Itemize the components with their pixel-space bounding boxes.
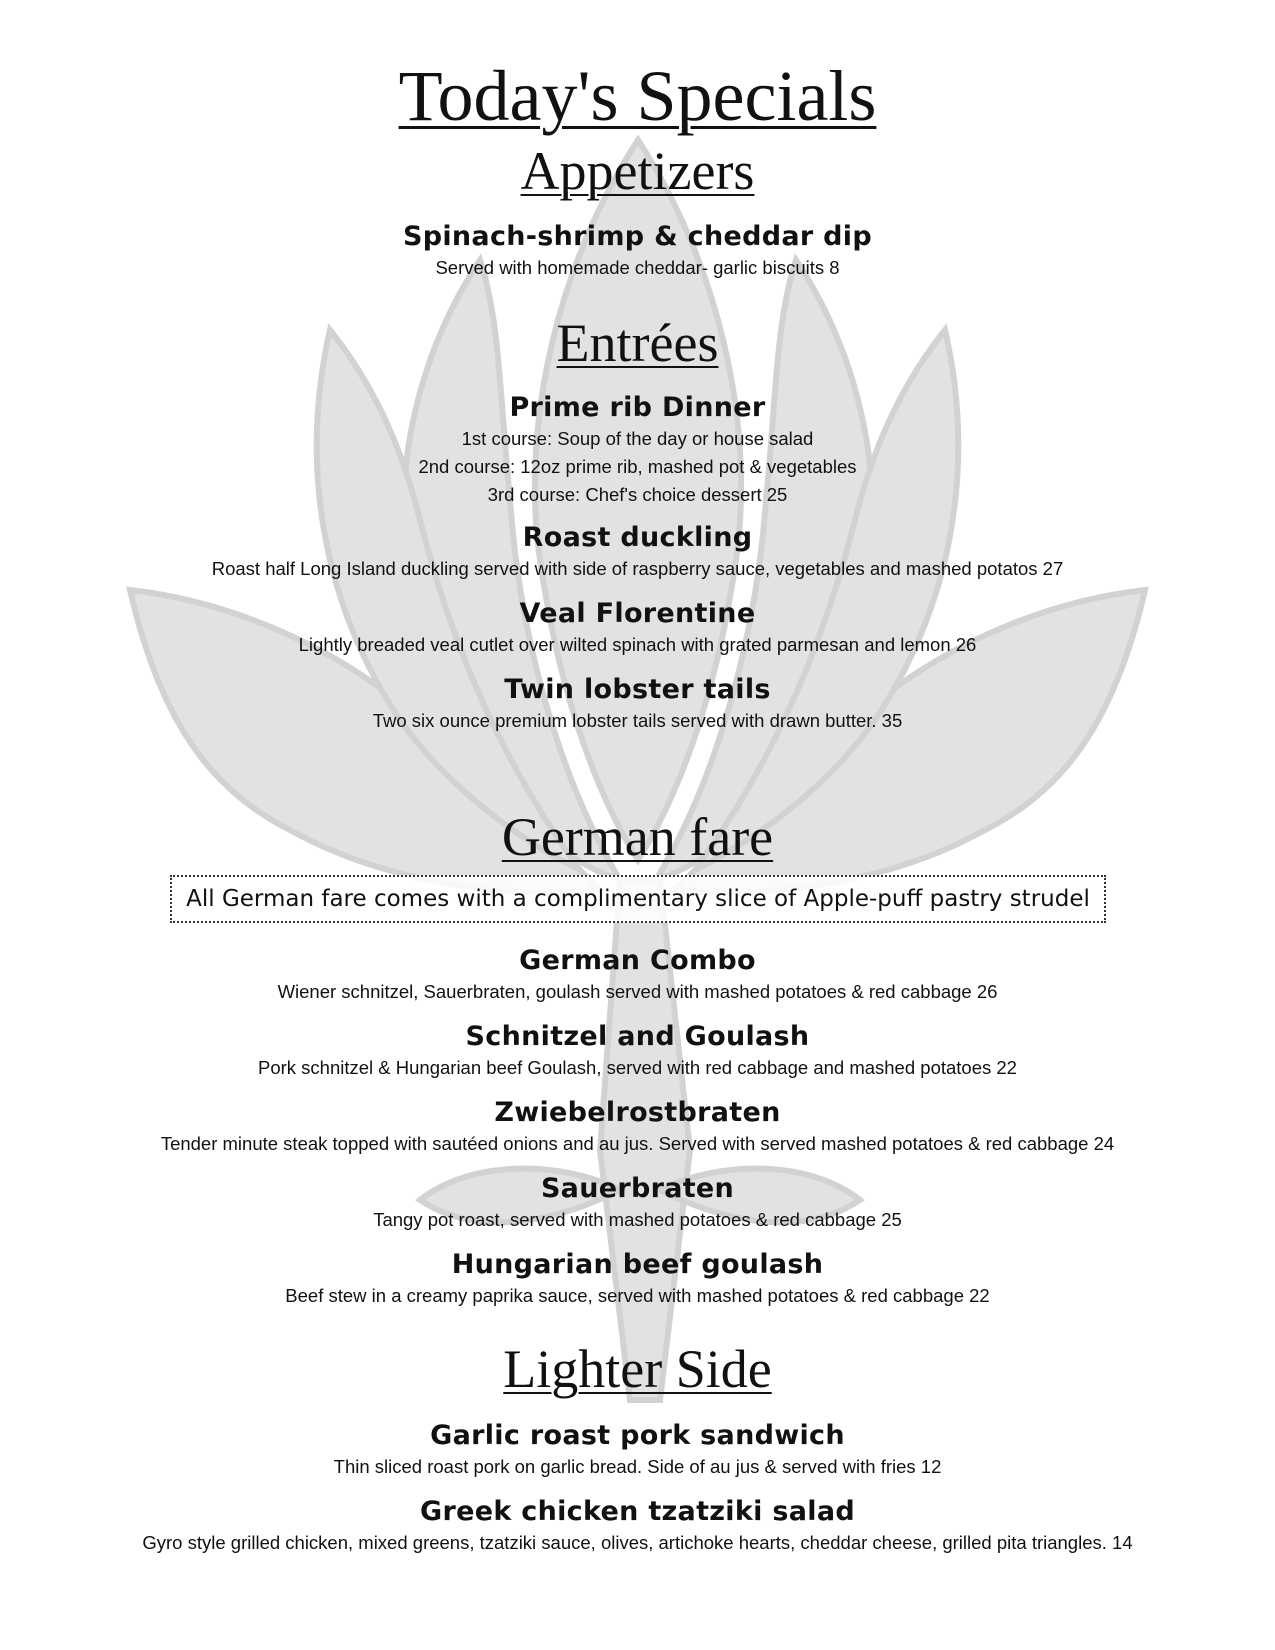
item-name: Roast duckling bbox=[522, 522, 753, 553]
item-name: German Combo bbox=[519, 945, 756, 976]
item-description: Thin sliced roast pork on garlic bread. Side of au jus & served with fries 12 bbox=[333, 1456, 942, 1477]
item-name: Zwiebelrostbraten bbox=[494, 1097, 781, 1128]
item-description: Gyro style grilled chicken, mixed greens, tzatziki sauce, olives, artichoke hearts, cheddar cheese, grilled pita triangles. 14 bbox=[142, 1532, 1133, 1553]
menu-item bbox=[0, 1172, 1275, 1234]
item-description: 2nd course: 12oz prime rib, mashed pot & vegetables bbox=[418, 456, 857, 477]
menu-item bbox=[0, 1248, 1275, 1310]
item-name: Veal Florentine bbox=[519, 598, 756, 629]
item-description: Two six ounce premium lobster tails served with drawn butter. 35 bbox=[372, 710, 903, 731]
item-name: Twin lobster tails bbox=[504, 674, 771, 705]
menu-item bbox=[0, 1419, 1275, 1481]
item-description: Lightly breaded veal cutlet over wilted spinach with grated parmesan and lemon 26 bbox=[298, 634, 977, 655]
section-heading-lighter-side: Lighter Side bbox=[503, 1339, 772, 1399]
item-description: Beef stew in a creamy paprika sauce, served with mashed potatoes & red cabbage 22 bbox=[285, 1285, 990, 1306]
section-heading-appetizers: Appetizers bbox=[520, 141, 755, 201]
item-name: Greek chicken tzatziki salad bbox=[420, 1496, 855, 1527]
menu-item bbox=[0, 1096, 1275, 1158]
section-heading-entrees: Entrées bbox=[556, 313, 719, 373]
section-heading-german-fare: German fare bbox=[501, 807, 774, 867]
item-name: Spinach-shrimp & cheddar dip bbox=[402, 221, 872, 252]
menu-item bbox=[0, 220, 1275, 282]
item-description: Pork schnitzel & Hungarian beef Goulash, served with red cabbage and mashed potatoes 22 bbox=[258, 1057, 1017, 1078]
item-name: Garlic roast pork sandwich bbox=[430, 1420, 845, 1451]
item-name: Sauerbraten bbox=[540, 1173, 735, 1204]
item-description: Served with homemade cheddar- garlic biscuits 8 bbox=[435, 257, 840, 278]
menu-item bbox=[0, 1495, 1275, 1557]
item-description: Tangy pot roast, served with mashed potatoes & red cabbage 25 bbox=[373, 1209, 902, 1230]
item-name: Prime rib Dinner bbox=[509, 392, 766, 423]
menu-item bbox=[0, 521, 1275, 583]
menu-item bbox=[0, 944, 1275, 1006]
strudel-notice-box: All German fare comes with a complimentary slice of Apple-puff pastry strudel bbox=[170, 875, 1106, 923]
item-description: Roast half Long Island duckling served with side of raspberry sauce, vegetables and mashed potatos 27 bbox=[211, 558, 1064, 579]
menu-item bbox=[0, 391, 1275, 509]
menu-item bbox=[0, 597, 1275, 659]
menu-item bbox=[0, 1020, 1275, 1082]
item-name: Hungarian beef goulash bbox=[451, 1249, 824, 1280]
page-title: Today's Specials bbox=[398, 56, 877, 136]
item-description: 1st course: Soup of the day or house salad bbox=[461, 428, 814, 449]
item-description: Wiener schnitzel, Sauerbraten, goulash served with mashed potatoes & red cabbage 26 bbox=[277, 981, 998, 1002]
item-name: Schnitzel and Goulash bbox=[465, 1021, 810, 1052]
item-description: Tender minute steak topped with sautéed onions and au jus. Served with served mashed potatoes & red cabbage 24 bbox=[160, 1133, 1115, 1154]
menu-item bbox=[0, 673, 1275, 735]
item-description: 3rd course: Chef's choice dessert 25 bbox=[487, 484, 788, 505]
